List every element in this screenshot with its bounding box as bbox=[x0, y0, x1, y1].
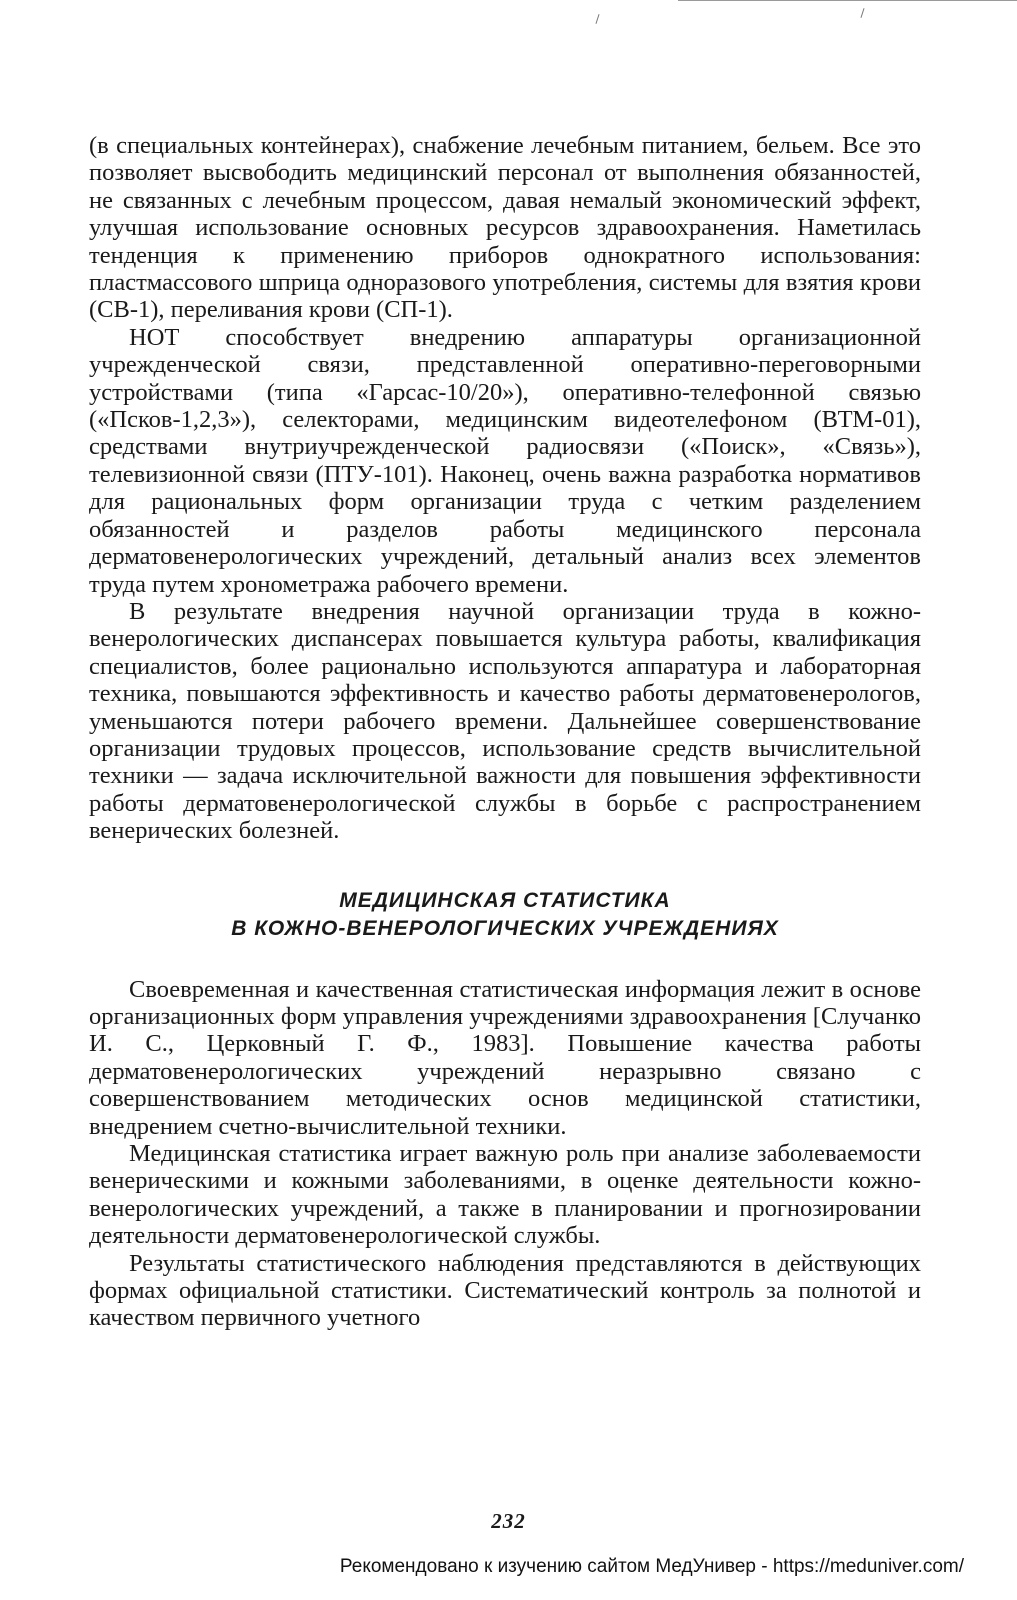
book-page-body bbox=[89, 132, 921, 1332]
section-heading-line: МЕДИЦИНСКАЯ СТАТИСТИКА bbox=[339, 888, 671, 912]
paragraph: В результате внедрения научной организации труда в кожно-венерологических диспансерах повышается культура работы, квалификация специалистов, более рационально используются аппаратура и лабораторная техника, повышаются эффективность и качество работы дерматовенерологов, уменьшаются потери рабочего времени. Дальнейшее совершенствование организации трудовых процессов, использование средств вычислительной техники — задача исключительной важности для повышения эффективности работы дерматовенерологической службы в борьбе с распространением венерических болезней. bbox=[89, 597, 921, 845]
paragraph: Результаты статистического наблюдения представляются в действующих формах официальной статистики. Систематический контроль за полнотой и качеством первичного учетного bbox=[89, 1249, 921, 1332]
top-edge-rule bbox=[678, 0, 1017, 1]
paragraph: НОТ способствует внедрению аппаратуры организационной учрежденческой связи, представленной оперативно-переговорными устройствами (типа «Гарсас-10/20»), оперативно-телефонной связью («Псков-1,2,3»), селекторами, медицинским видеотелефоном (ВТМ-01), средствами внутриучрежденческой радиосвязи («Поиск», «Связь»), телевизионной связи (ПТУ-101). Наконец, очень важна разработка нормативов для рациональных форм организации труда с четким разделением обязанностей и разделов работы медицинского персонала дерматовенерологических учреждений, детальный анализ всех элементов труда путем хронометража рабочего времени. bbox=[89, 323, 921, 598]
scan-mark bbox=[595, 14, 599, 24]
paragraph: Медицинская статистика играет важную роль при анализе заболеваемости венерическими и кожными заболеваниями, в оценке деятельности кожно-венерологических учреждений, а также в планировании и прогнозировании деятельности дерматовенерологической службы. bbox=[89, 1140, 921, 1250]
paragraph: Своевременная и качественная статистическая информация лежит в основе организационных форм управления учреждениями здравоохранения [Случанко И. С., Церковный Г. Ф., 1983]. Повышение качества работы дерматовенерологических учреждений неразрывно связано с совершенствованием методических основ медицинской статистики, внедрением счетно-вычислительной техники. bbox=[89, 975, 921, 1140]
paragraph: (в специальных контейнерах), снабжение лечебным питанием, бельем. Все это позволяет высвободить медицинский персонал от выполнения обязанностей, не связанных с лечебным процессом, давая немалый экономический эффект, улучшая использование основных ресурсов здравоохранения. Наметилась тенденция к применению приборов однократного использования: пластмассового шприца одноразового употребления, системы для взятия крови (СВ-1), переливания крови (СП-1). bbox=[89, 132, 921, 324]
scan-mark bbox=[860, 8, 864, 18]
page-number: 232 bbox=[491, 1509, 526, 1533]
footer-watermark-text: Рекомендовано к изучению сайтом МедУнивер - https://meduniver.com/ bbox=[339, 1556, 964, 1577]
section-heading-line: В КОЖНО-ВЕНЕРОЛОГИЧЕСКИХ УЧРЕЖДЕНИЯХ bbox=[231, 916, 779, 940]
section-heading bbox=[89, 887, 921, 943]
